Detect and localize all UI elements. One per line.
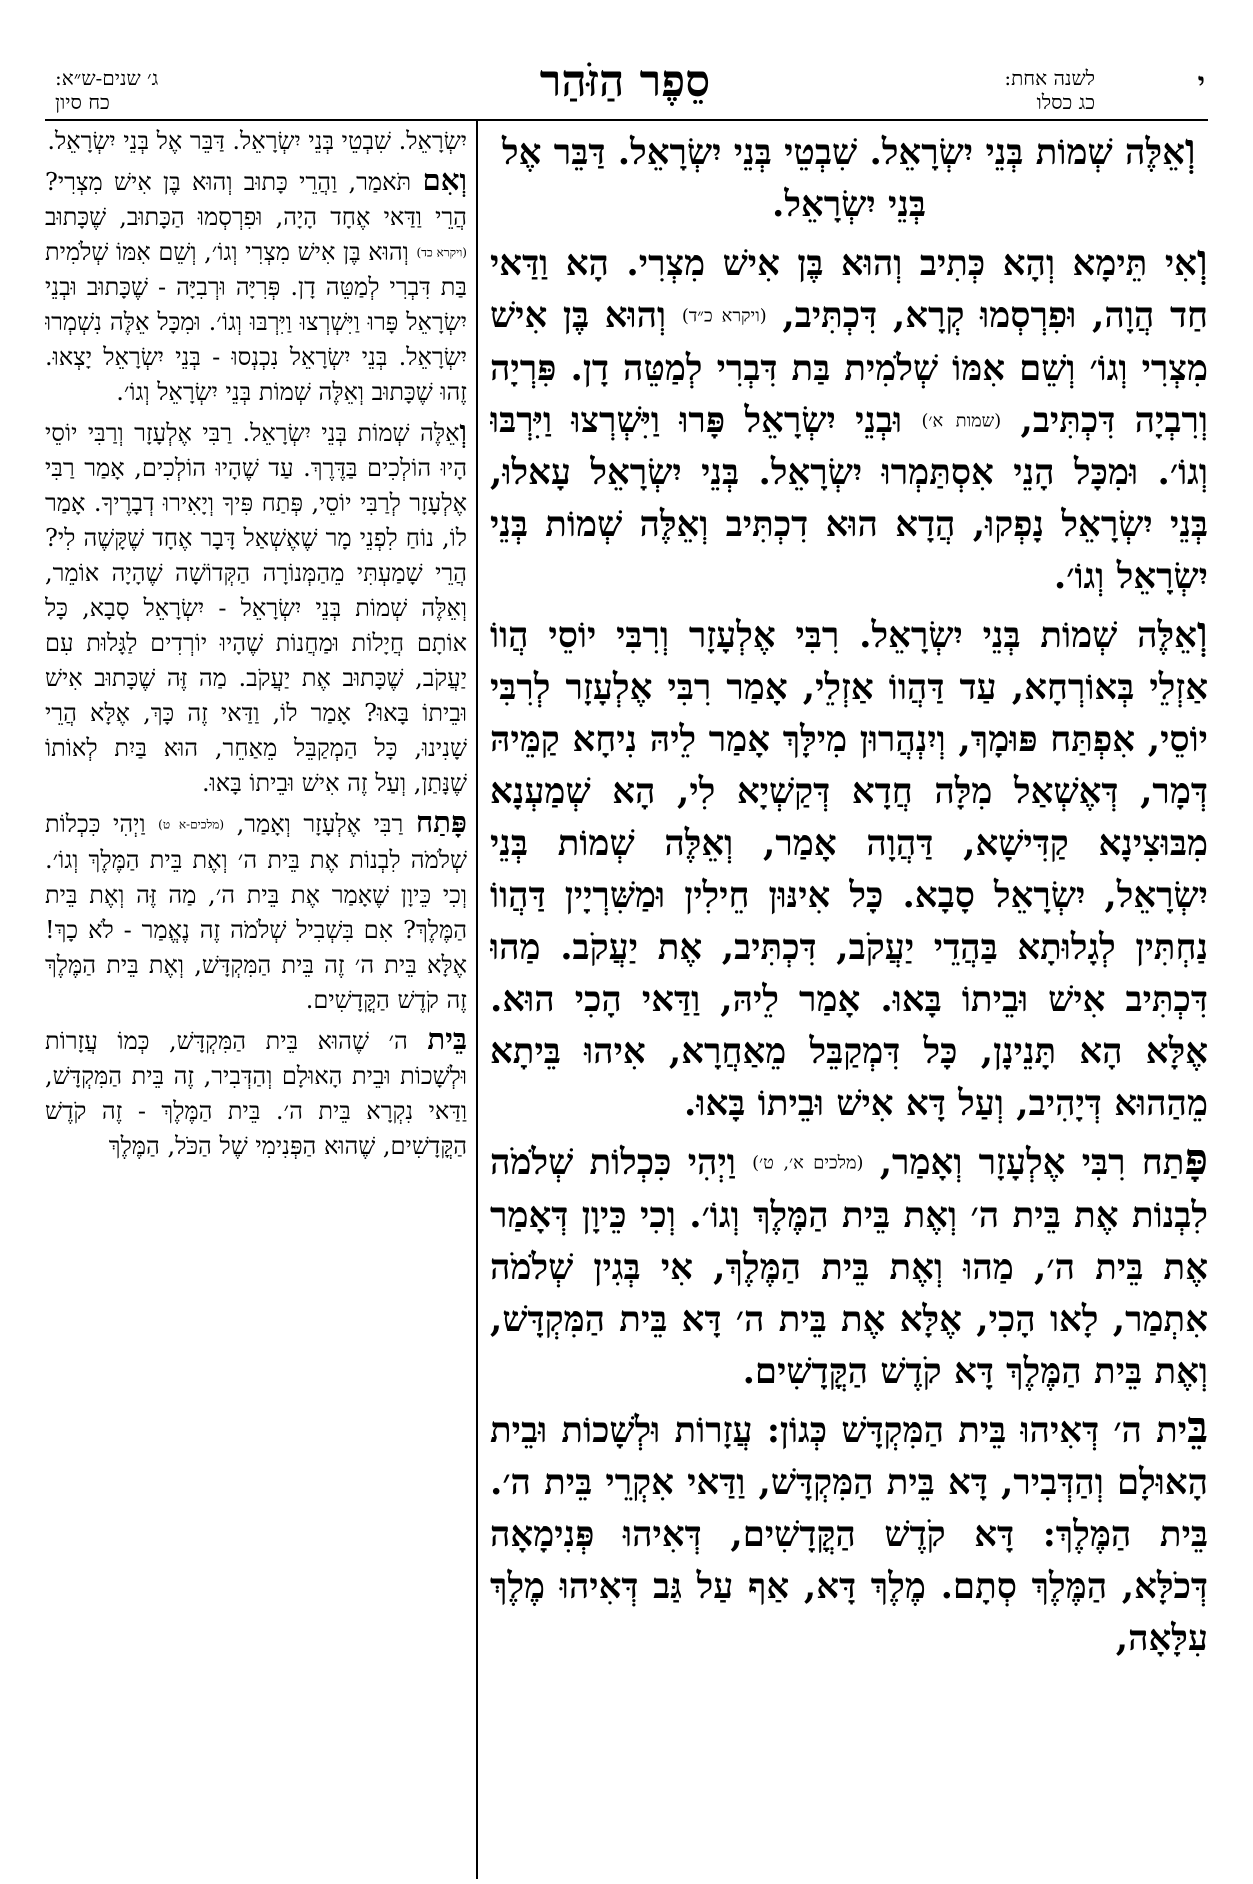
side-paragraph [45,124,467,159]
drop-word: פָּתַח [415,805,467,840]
schedule-one-year-label: לשנה אחת: [1004,66,1095,90]
paragraph-text: יִשְׂרָאֵל. שִׁבְטֵי בְּנֵי יִשְׂרָאֵל. דַּבֵּר אֶל בְּנֵי יִשְׂרָאֵל. [47,127,467,155]
page-header [45,58,1205,118]
side-paragraph [45,1022,467,1164]
paragraph-text: אִי תֵּימָא וְהָא כְּתִיב וְהוּא בֶּן אִישׁ מִצְרִי. הָא וַדַּאי חַד הֲוָה, וּפִרְסְמוּ קְרָא, דִּכְתִּיב, [490,243,1208,336]
paragraph-text: וַיְהִי כִּכְלוֹת שְׁלֹמֹה לִבְנוֹת אֶת בֵּית ה׳ וְאֶת בֵּית הַמֶּלֶךְ וְגוֹ׳. וְכִי כֵּיוָן דְּאָמַר אֶת בֵּית ה׳, מַהוּ וְאֶת בֵּית הַמֶּלֶךְ, אִי בְּגִין שְׁלֹמֹה אִתְמַר, לָאו הָכִי, אֶלָּא אֶת בֵּית ה׳ דָּא בֵּית הַמִּקְדָּשׁ, וְאֶת בֵּית הַמֶּלֶךְ דָּא קֹדֶשׁ הַקֳּדָשִׁים. [490,1142,1208,1393]
verse-reference: (מלכים-א ט) [158,817,225,832]
paragraph-text: ית ה׳ דְּאִיהוּ בֵּית הַמִּקְדָּשׁ כְּגוֹן: עֲזָרוֹת וּלְשָׁכוֹת וּבֵית הָאוּלָם וְהַדְּבִיר, דָּא בֵּית הַמִּקְדָּשׁ, וַדַּאי אִקְרֵי בֵּית ה׳. בֵּית הַמֶּלֶךְ: דָּא קֹדֶשׁ הַקֳּדָשִׁים, דְּאִיהוּ פְּנִימָאָה דְּכֹלָּא, הַמֶּלֶךְ סְתָם. מֶלֶךְ דָּא, אַף עַל גַּב דְּאִיהוּ מֶלֶךְ עִלָּאָה, [490,1410,1208,1660]
paragraph-text: וּבְנֵי יִשְׂרָאֵל פָּרוּ וַיִּשְׁרְצוּ וַיִּרְבּוּ וְגוֹ׳. וּמִכָּל הָנֵי אִסְתַּמְרוּ יִשְׂרָאֵל. בְּנֵי יִשְׂרָאֵל עָאלוּ, בְּנֵי יִשְׂרָאֵל נָפְקוּ, הֲדָא הוּא דִכְתִּיב וְאֵלֶּה שְׁמוֹת בְּנֵי יִשְׂרָאֵל וְגוֹ׳. [490,399,1208,598]
schedule-three-years [55,66,158,114]
paragraph-text: ה׳ שֶׁהוּא בֵּית הַמִּקְדָּשׁ, כְּמוֹ עֲזָרוֹת וּלְשָׁכוֹת וּבֵית הָאוּלָם וְהַדְּבִיר, זֶה בֵּית הַמִּקְדָּשׁ, וַדַּאי נִקְרָא בֵּית ה׳. בֵּית הַמֶּלֶךְ - זֶה קֹדֶשׁ הַקֳּדָשִׁים, שֶׁהוּא הַפְּנִימִי שֶׁל הַכֹּל, הַמֶּלֶךְ [45,1026,467,1160]
schedule-one-year-date: כג כסלו [1036,90,1095,114]
paragraph-text: אֵלֶּה שְׁמוֹת בְּנֵי יִשְׂרָאֵל. רַבִּי אֶלְעָזָר וְרַבִּי יוֹסֵי הָיוּ הוֹלְכִים בַּדֶּרֶךְ. עַד שֶׁהָיוּ הוֹלְכִים, אָמַר רַבִּי אֶלְעָזָר לְרַבִּי יוֹסֵי, פְּתַח פִּיךָ וְיָאִירוּ דְבָרֶיךָ. אָמַר לוֹ, נוֹחַ לִפְנֵי מָר שֶׁאֶשְׁאַל דָּבָר אֶחָד שֶׁקָּשֶׁה לִי? הֲרֵי שָׁמַעְתִּי מֵהַמְּנוֹרָה הַקְּדוֹשָׁה שֶׁהָיָה אוֹמֵר, וְאֵלֶּה שְׁמוֹת בְּנֵי יִשְׂרָאֵל - יִשְׂרָאֵל סָבָא, כָּל אוֹתָם חֲיָלוֹת וּמַחֲנוֹת שֶׁהָיוּ יוֹרְדִים לַגָּלוּת עִם יַעֲקֹב, שֶׁכָּתוּב אֶת יַעֲקֹב. מַה זֶּה שֶׁכָּתוּב אִישׁ וּבֵיתוֹ בָּאוּ? אָמַר לוֹ, וַדַּאי זֶה כָּךְ, אֶלָּא הֲרֵי שָׁנִינוּ, כָּל הַמְקַבֵּל מֵאַחֵר, הוּא בַּיִת לְאוֹתוֹ שֶׁנָּתַן, וְעַל זֶה אִישׁ וּבֵיתוֹ בָּאוּ. [45,419,467,798]
drop-word: וְ [459,414,467,449]
main-paragraph [490,1134,1208,1398]
drop-word: וְ [1184,124,1196,175]
drop-word: בֵּית [427,1021,467,1056]
paragraph-text: וְהוּא בֶּן אִישׁ מִצְרִי וְגוֹ׳ וְשֵׁם אִמּוֹ שְׁלֹמִית בַּת דִּבְרִי לְמַטֵּה דָן. פִּרְיָה וְרִבְיָה דִּכְתִּיב, [490,295,1208,441]
schedule-three-years-label: ג׳ שנים-ש״א: [55,66,159,90]
paragraph-text: רַבִּי אֶלְעָזָר וְאָמַר, [236,810,404,839]
main-paragraph [490,607,1208,1130]
schedule-three-years-date: כח סיון [55,90,110,114]
verse-reference: (ויקרא כד) [416,245,467,260]
book-title: סֵפֶר הַזֹּהַר [539,56,711,107]
paragraph-text: תַח רִבִּי אֶלְעָזָר וְאָמַר, [879,1142,1185,1184]
main-paragraph [490,235,1208,603]
main-paragraph [490,124,1208,231]
drop-word: פָּ [1184,1134,1208,1186]
verse-reference: (ויקרא כ״ד) [681,306,767,327]
column-divider [476,119,478,1879]
main-paragraph [490,1402,1208,1665]
side-paragraph [45,414,467,801]
paragraph-text: וַיְהִי כִּכְלוֹת שְׁלֹמֹה לִבְנוֹת אֶת בֵּית ה׳ וְאֶת בֵּית הַמֶּלֶךְ וְגוֹ׳. וְכִי כֵּיוָן שֶׁאָמַר אֶת בֵּית ה׳, מַה זֶּה וְאֶת בֵּית הַמֶּלֶךְ? אִם בִּשְׁבִיל שְׁלֹמֹה זֶה נֶאֱמַר - לֹא כָךְ! אֶלָּא בֵּית ה׳ זֶה בֵּית הַמִּקְדָּשׁ, וְאֶת בֵּית הַמֶּלֶךְ זֶה קֹדֶשׁ הַקֳּדָשִׁים. [45,810,467,1014]
drop-word: וְ [1196,607,1208,659]
hebrew-translation-column [45,124,467,1879]
drop-word: וְאִם [422,163,467,197]
side-paragraph [45,163,467,410]
paragraph-text: אֵלֶּה שְׁמוֹת בְּנֵי יִשְׂרָאֵל. רִבִּי אֶלְעָזָר וְרִבִּי יוֹסֵי הֲווֹ אַזְלֵי בְּאוֹרְחָא, עַד דַּהֲווֹ אַזְלֵי, אָמַר רִבִּי אֶלְעָזָר לְרִבִּי יוֹסֵי, אִפְתַּח פּוּמָךְ, וְיִנְהֲרוּן מִילָּךְ אָמַר לֵיהּ נִיחָא קַמֵּיהּ דְּמָר, דְּאֶשְׁאַל מִלָּה חֲדָא דְּקַשְׁיָא לִי, הָא שְׁמַעְנָא מִבּוּצִינָא קַדִּישָׁא, דַּהֲוָה אָמַר, וְאֵלֶּה שְׁמוֹת בְּנֵי יִשְׂרָאֵל, יִשְׂרָאֵל סָבָא. כָּל אִינּוּן חֵילִין וּמַשִּׁרְיָין דַּהֲווֹ נַחְתִּין לְגָלוּתָא בַּהֲדֵי יַעֲקֹב, דִּכְתִּיב, אֶת יַעֲקֹב. מַהוּ דִּכְתִּיב אִישׁ וּבֵיתוֹ בָּאוּ. אָמַר לֵיהּ, וַדַּאי הָכִי הוּא. אֶלָּא הָא תָּנֵינָן, כָּל דִּמְקַבֵּל מֵאַחֲרָא, אִיהוּ בֵּיתָא מֵהַהוּא דְּיָהִיב, וְעַל דָּא אִישׁ וּבֵיתוֹ בָּאוּ. [490,615,1208,1125]
paragraph-text: וְהוּא בֶּן אִישׁ מִצְרִי וְגוֹ׳, וְשֵׁם אִמּוֹ שְׁלֹמִית בַּת דִּבְרִי לְמַטֵּה דָן. פְּרִיָּה וּרְבִיָּה - שֶׁכָּתוּב וּבְנֵי יִשְׂרָאֵל פָּרוּ וַיִּשְׁרְצוּ וַיִּרְבּוּ וְגוֹ׳. וּמִכָּל אֵלֶּה נִשְׁמְרוּ יִשְׂרָאֵל. בְּנֵי יִשְׂרָאֵל נִכְנְסוּ - בְּנֵי יִשְׂרָאֵל יָצְאוּ. זֶהוּ שֶׁכָּתוּב וְאֵלֶּה שְׁמוֹת בְּנֵי יִשְׂרָאֵל וְגוֹ׳. [45,238,467,407]
side-paragraph [45,805,467,1017]
aramaic-column [490,124,1208,1879]
paragraph-text: אֵלֶּה שְׁמוֹת בְּנֵי יִשְׂרָאֵל. שִׁבְטֵי בְּנֵי יִשְׂרָאֵל. דַּבֵּר אֶל בְּנֵי יִשְׂרָאֵל. [502,132,1185,225]
verse-reference: (מלכים א׳, ט׳) [752,1154,864,1175]
paragraph-text: תֹּאמַר, וַהֲרֵי כָּתוּב וְהוּא בֶּן אִישׁ מִצְרִי? הֲרֵי וַדַּאי אֶחָד הָיָה, וּפִרְסְמוּ הַכָּתוּב, שֶׁכָּתוּב [45,168,467,231]
drop-word: בֵּ [1187,1402,1208,1454]
page-number: י [1197,66,1205,99]
header-divider [45,119,1208,121]
verse-reference: (שמות א׳) [921,411,1002,432]
drop-word: וְ [1196,235,1208,286]
